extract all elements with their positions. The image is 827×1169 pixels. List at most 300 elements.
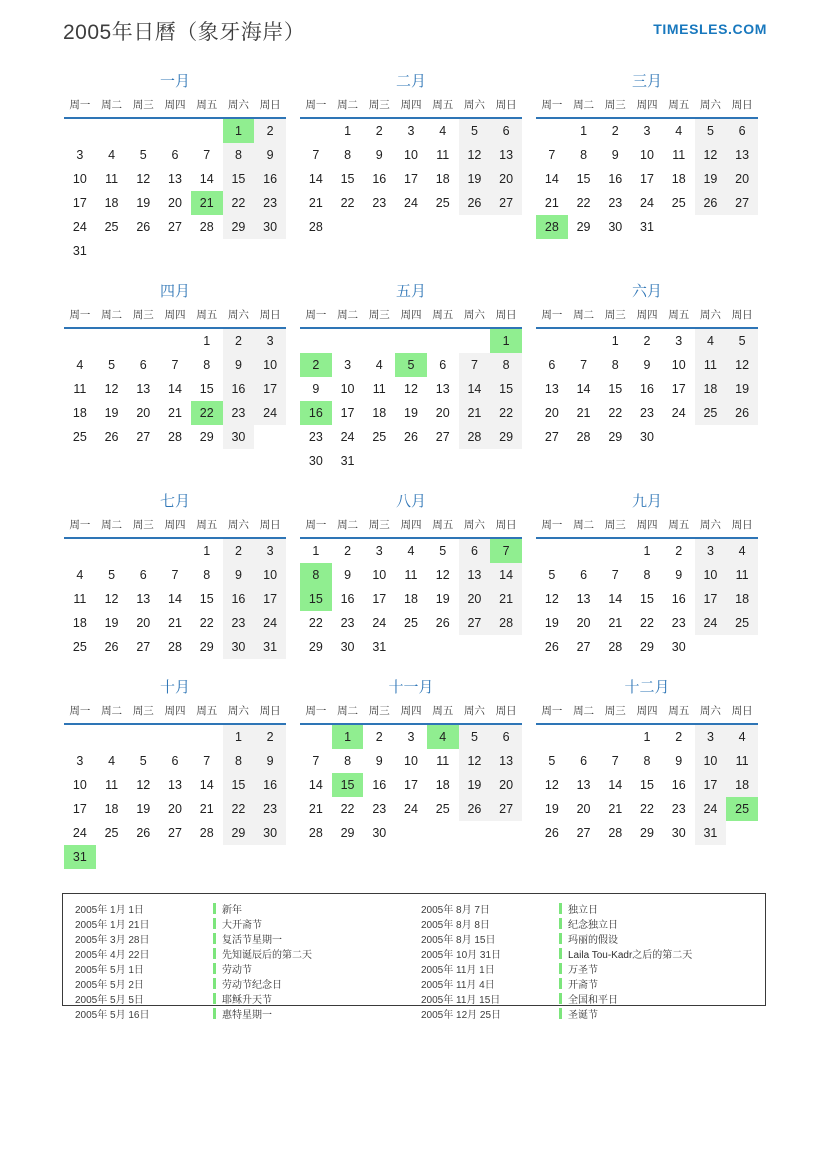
weekday-label: 周一 [305, 705, 327, 717]
day-cell: 6 [171, 148, 179, 162]
weekday-label: 周五 [196, 519, 218, 531]
day-cell: 23 [671, 802, 686, 816]
day-cell: 29 [199, 640, 214, 654]
day-cell: 21 [490, 587, 522, 611]
weekday-label: 周五 [432, 705, 454, 717]
day-cell: 18 [726, 773, 758, 797]
day-cell: 8 [344, 148, 352, 162]
day-cell: 3 [675, 334, 683, 348]
day-cell: 29 [490, 425, 522, 449]
month-title: 六月 [631, 283, 662, 300]
empty-cell [395, 329, 427, 353]
legend-holiday-name: Laila Tou-Kadr之后的第二天 [568, 950, 693, 961]
empty-cell [726, 215, 758, 239]
empty-cell [490, 635, 522, 659]
day-cell: 27 [435, 430, 450, 444]
day-cell: 21 [168, 406, 182, 420]
months-grid [64, 70, 764, 886]
day-cell: 20 [544, 406, 559, 420]
day-cell: 29 [223, 821, 255, 845]
day-cell: 6 [726, 119, 758, 143]
weekday-header-row [64, 97, 286, 119]
day-cell: 31 [640, 220, 654, 234]
day-cell: 1 [223, 725, 255, 749]
day-cell: 29 [576, 220, 591, 234]
day-cell: 24 [404, 196, 418, 210]
day-cell: 25 [435, 802, 450, 816]
weekday-label: 周六 [463, 309, 485, 321]
empty-cell [459, 215, 491, 239]
legend-date: 2005年 12月 25日 [421, 1010, 502, 1021]
holiday-marker-bar [213, 993, 216, 1004]
day-cell: 9 [375, 754, 383, 768]
weekday-label: 周六 [699, 99, 721, 111]
month-9 [536, 490, 758, 659]
day-cell: 24 [72, 220, 87, 234]
month-days [64, 329, 286, 449]
day-cell: 26 [136, 220, 151, 234]
weekday-label: 周三 [132, 705, 154, 717]
day-cell: 5 [108, 568, 116, 582]
day-cell: 27 [459, 611, 491, 635]
day-cell: 8 [223, 143, 255, 167]
day-cell: 1 [332, 725, 364, 749]
day-cell: 19 [459, 167, 491, 191]
day-cell: 4 [427, 725, 459, 749]
day-cell: 26 [459, 191, 491, 215]
empty-cell [427, 329, 459, 353]
empty-cell [363, 215, 395, 239]
day-cell: 8 [344, 754, 352, 768]
day-cell: 20 [726, 167, 758, 191]
weekday-label: 周六 [227, 705, 249, 717]
day-cell: 15 [490, 377, 522, 401]
empty-cell [427, 215, 459, 239]
month-title: 九月 [631, 493, 662, 510]
empty-cell [64, 119, 96, 143]
day-cell: 9 [312, 382, 320, 396]
empty-cell [490, 821, 522, 845]
day-cell: 18 [435, 172, 450, 186]
weekday-label: 周二 [337, 705, 359, 717]
day-cell: 23 [671, 616, 686, 630]
empty-cell [64, 539, 96, 563]
day-cell: 22 [490, 401, 522, 425]
day-cell: 24 [254, 611, 286, 635]
day-cell: 25 [435, 196, 450, 210]
day-cell: 2 [375, 730, 383, 744]
day-cell: 10 [695, 563, 727, 587]
day-cell: 17 [72, 196, 87, 210]
day-cell: 23 [372, 196, 387, 210]
empty-cell [599, 725, 631, 749]
empty-cell [96, 725, 128, 749]
legend-row [75, 916, 407, 931]
day-cell: 4 [675, 124, 683, 138]
month-4 [64, 280, 286, 449]
weekday-label: 周四 [636, 99, 658, 111]
empty-cell [568, 539, 600, 563]
day-cell: 22 [223, 191, 255, 215]
weekday-header-row [64, 307, 286, 329]
weekday-label: 周二 [101, 705, 123, 717]
weekday-label: 周四 [400, 99, 422, 111]
empty-cell [254, 845, 286, 869]
weekday-label: 周二 [101, 519, 123, 531]
day-cell: 10 [640, 148, 654, 162]
day-cell: 10 [404, 148, 418, 162]
legend-row [421, 901, 753, 916]
day-cell: 17 [404, 778, 418, 792]
empty-cell [726, 425, 758, 449]
legend-date: 2005年 10月 31日 [421, 950, 502, 961]
day-cell: 11 [372, 382, 386, 396]
holiday-marker-bar [559, 903, 562, 914]
day-cell: 14 [199, 778, 214, 792]
day-cell: 28 [576, 430, 591, 444]
month-days [64, 725, 286, 869]
day-cell: 12 [695, 143, 727, 167]
day-cell: 31 [340, 454, 355, 468]
day-cell: 6 [490, 725, 522, 749]
day-cell: 28 [308, 826, 323, 840]
day-cell: 7 [171, 568, 179, 582]
day-cell: 26 [104, 430, 119, 444]
day-cell: 2 [611, 124, 619, 138]
weekday-label: 周日 [259, 99, 281, 111]
day-cell: 9 [344, 568, 352, 582]
day-cell: 19 [435, 592, 450, 606]
day-cell: 30 [671, 826, 686, 840]
day-cell: 25 [726, 611, 758, 635]
day-cell: 1 [580, 124, 588, 138]
day-cell: 24 [340, 430, 355, 444]
day-cell: 29 [640, 640, 654, 654]
day-cell: 23 [372, 802, 387, 816]
day-cell: 13 [576, 778, 591, 792]
empty-cell [223, 845, 255, 869]
month-3 [536, 70, 758, 239]
day-cell: 24 [372, 616, 387, 630]
day-cell: 13 [435, 382, 450, 396]
day-cell: 1 [312, 544, 320, 558]
day-cell: 24 [254, 401, 286, 425]
day-cell: 20 [576, 802, 591, 816]
weekday-label: 周一 [541, 99, 563, 111]
month-days [536, 329, 758, 449]
month-title: 二月 [395, 73, 426, 90]
day-cell: 26 [435, 616, 450, 630]
day-cell: 25 [695, 401, 727, 425]
day-cell: 29 [340, 826, 355, 840]
day-cell: 25 [404, 616, 418, 630]
empty-cell [191, 239, 223, 263]
weekday-header-row [64, 517, 286, 539]
day-cell: 8 [203, 358, 211, 372]
day-cell: 27 [576, 826, 591, 840]
day-cell: 20 [136, 616, 151, 630]
day-cell: 8 [203, 568, 211, 582]
day-cell: 13 [136, 592, 151, 606]
day-cell: 4 [375, 358, 383, 372]
day-cell: 15 [576, 172, 591, 186]
day-cell: 6 [139, 358, 147, 372]
legend-holiday-name: 劳动节 [222, 965, 252, 976]
day-cell: 27 [490, 191, 522, 215]
day-cell: 2 [675, 730, 683, 744]
day-cell: 27 [136, 640, 151, 654]
day-cell: 9 [675, 568, 683, 582]
legend-row [421, 931, 753, 946]
holiday-marker-bar [559, 918, 562, 929]
day-cell: 13 [459, 563, 491, 587]
day-cell: 16 [372, 778, 387, 792]
holiday-marker-bar [559, 1008, 562, 1019]
day-cell: 10 [254, 563, 286, 587]
day-cell: 30 [640, 430, 654, 444]
empty-cell [490, 449, 522, 473]
empty-cell [726, 635, 758, 659]
day-cell: 22 [340, 196, 355, 210]
day-cell: 12 [435, 568, 450, 582]
month-title: 三月 [631, 73, 662, 90]
month-11 [300, 676, 522, 845]
day-cell: 9 [254, 749, 286, 773]
legend-date: 2005年 8月 15日 [421, 935, 496, 946]
legend-holiday-name: 圣诞节 [568, 1010, 598, 1021]
day-cell: 30 [254, 821, 286, 845]
day-cell: 30 [223, 635, 255, 659]
legend-date: 2005年 5月 16日 [75, 1010, 150, 1021]
day-cell: 20 [435, 406, 450, 420]
day-cell: 14 [490, 563, 522, 587]
holiday-marker-bar [559, 978, 562, 989]
day-cell: 21 [544, 196, 559, 210]
day-cell: 17 [695, 773, 727, 797]
weekday-label: 周日 [259, 519, 281, 531]
month-days [300, 119, 522, 239]
day-cell: 14 [308, 778, 323, 792]
day-cell: 4 [76, 568, 84, 582]
day-cell: 21 [308, 196, 323, 210]
day-cell: 17 [254, 377, 286, 401]
legend-row [421, 991, 753, 1006]
weekday-label: 周四 [636, 705, 658, 717]
month-10 [64, 676, 286, 869]
legend-row [75, 991, 407, 1006]
day-cell: 9 [223, 353, 255, 377]
day-cell: 7 [611, 754, 619, 768]
weekday-header-row [64, 703, 286, 725]
day-cell: 15 [223, 167, 255, 191]
legend-holiday-name: 玛丽的假设 [568, 935, 618, 946]
site-link[interactable]: TIMESLES.COM [653, 21, 767, 37]
day-cell: 1 [490, 329, 522, 353]
weekday-label: 周三 [368, 705, 390, 717]
empty-cell [159, 539, 191, 563]
day-cell: 22 [340, 802, 355, 816]
month-7 [64, 490, 286, 659]
day-cell: 1 [344, 124, 352, 138]
day-cell: 12 [544, 778, 559, 792]
day-cell: 23 [640, 406, 654, 420]
day-cell: 2 [344, 544, 352, 558]
empty-cell [64, 725, 96, 749]
day-cell: 9 [675, 754, 683, 768]
day-cell: 25 [104, 826, 119, 840]
legend-row [75, 976, 407, 991]
day-cell: 6 [490, 119, 522, 143]
day-cell: 7 [312, 148, 320, 162]
day-cell: 30 [340, 640, 355, 654]
day-cell: 28 [608, 826, 623, 840]
legend-row [421, 976, 753, 991]
day-cell: 11 [695, 353, 727, 377]
day-cell: 7 [580, 358, 588, 372]
legend-row [75, 901, 407, 916]
day-cell: 10 [671, 358, 686, 372]
day-cell: 8 [643, 568, 651, 582]
day-cell: 20 [168, 802, 182, 816]
day-cell: 10 [404, 754, 418, 768]
day-cell: 17 [695, 587, 727, 611]
day-cell: 18 [104, 802, 119, 816]
day-cell: 29 [608, 430, 623, 444]
weekday-label: 周三 [132, 309, 154, 321]
weekday-label: 周二 [337, 519, 359, 531]
weekday-label: 周五 [668, 705, 690, 717]
legend-date: 2005年 5月 5日 [75, 995, 144, 1006]
day-cell: 12 [104, 592, 119, 606]
day-cell: 26 [136, 826, 151, 840]
day-cell: 5 [108, 358, 116, 372]
day-cell: 12 [404, 382, 418, 396]
weekday-label: 周六 [227, 519, 249, 531]
legend-row [75, 961, 407, 976]
day-cell: 24 [640, 196, 654, 210]
empty-cell [127, 119, 159, 143]
day-cell: 10 [72, 172, 87, 186]
legend-holiday-name: 复活节星期一 [222, 935, 282, 946]
day-cell: 21 [459, 401, 491, 425]
day-cell: 21 [191, 191, 223, 215]
day-cell: 16 [671, 592, 686, 606]
day-cell: 26 [104, 640, 119, 654]
weekday-label: 周三 [604, 99, 626, 111]
weekday-label: 周四 [164, 705, 186, 717]
empty-cell [695, 425, 727, 449]
day-cell: 2 [675, 544, 683, 558]
day-cell: 14 [608, 592, 623, 606]
legend-date: 2005年 1月 21日 [75, 920, 150, 931]
weekday-header-row [300, 703, 522, 725]
weekday-label: 周二 [573, 705, 595, 717]
holiday-marker-bar [559, 993, 562, 1004]
day-cell: 9 [223, 563, 255, 587]
holiday-legend [62, 893, 766, 1021]
day-cell: 20 [168, 196, 182, 210]
weekday-label: 周五 [668, 519, 690, 531]
day-cell: 16 [640, 382, 654, 396]
weekday-label: 周日 [495, 705, 517, 717]
empty-cell [159, 329, 191, 353]
day-cell: 29 [223, 215, 255, 239]
day-cell: 2 [254, 119, 286, 143]
empty-cell [96, 239, 128, 263]
day-cell: 1 [611, 334, 619, 348]
day-cell: 5 [726, 329, 758, 353]
day-cell: 11 [404, 568, 418, 582]
empty-cell [127, 239, 159, 263]
day-cell: 21 [608, 802, 623, 816]
empty-cell [300, 725, 332, 749]
empty-cell [459, 821, 491, 845]
day-cell: 23 [223, 611, 255, 635]
day-cell: 25 [72, 430, 87, 444]
weekday-label: 周一 [69, 99, 91, 111]
day-cell: 8 [300, 563, 332, 587]
day-cell: 29 [199, 430, 214, 444]
day-cell: 11 [436, 148, 450, 162]
day-cell: 15 [223, 773, 255, 797]
weekday-label: 周四 [164, 519, 186, 531]
holiday-marker-bar [213, 948, 216, 959]
day-cell: 26 [404, 430, 418, 444]
weekday-label: 周二 [573, 99, 595, 111]
empty-cell [159, 725, 191, 749]
day-cell: 5 [695, 119, 727, 143]
day-cell: 2 [300, 353, 332, 377]
day-cell: 6 [580, 754, 588, 768]
day-cell: 4 [695, 329, 727, 353]
empty-cell [300, 119, 332, 143]
legend-holiday-name: 大开斋节 [222, 920, 262, 931]
empty-cell [159, 239, 191, 263]
holiday-marker-bar [213, 1008, 216, 1019]
day-cell: 19 [404, 406, 418, 420]
weekday-label: 周三 [604, 705, 626, 717]
empty-cell [191, 119, 223, 143]
day-cell: 31 [72, 244, 87, 258]
empty-cell [663, 425, 695, 449]
day-cell: 7 [203, 754, 211, 768]
month-days [536, 725, 758, 845]
day-cell: 23 [340, 616, 355, 630]
empty-cell [96, 845, 128, 869]
legend-row [421, 961, 753, 976]
day-cell: 2 [375, 124, 383, 138]
day-cell: 27 [490, 797, 522, 821]
weekday-label: 周二 [337, 309, 359, 321]
day-cell: 13 [726, 143, 758, 167]
empty-cell [459, 329, 491, 353]
day-cell: 12 [459, 143, 491, 167]
day-cell: 28 [536, 215, 568, 239]
day-cell: 15 [332, 773, 364, 797]
day-cell: 31 [372, 640, 387, 654]
day-cell: 4 [726, 539, 758, 563]
day-cell: 4 [76, 358, 84, 372]
day-cell: 13 [576, 592, 591, 606]
weekday-label: 周日 [731, 309, 753, 321]
day-cell: 28 [199, 826, 214, 840]
day-cell: 18 [104, 196, 119, 210]
day-cell: 16 [608, 172, 623, 186]
holiday-marker-bar [559, 963, 562, 974]
day-cell: 21 [308, 802, 323, 816]
empty-cell [127, 725, 159, 749]
day-cell: 21 [168, 616, 182, 630]
